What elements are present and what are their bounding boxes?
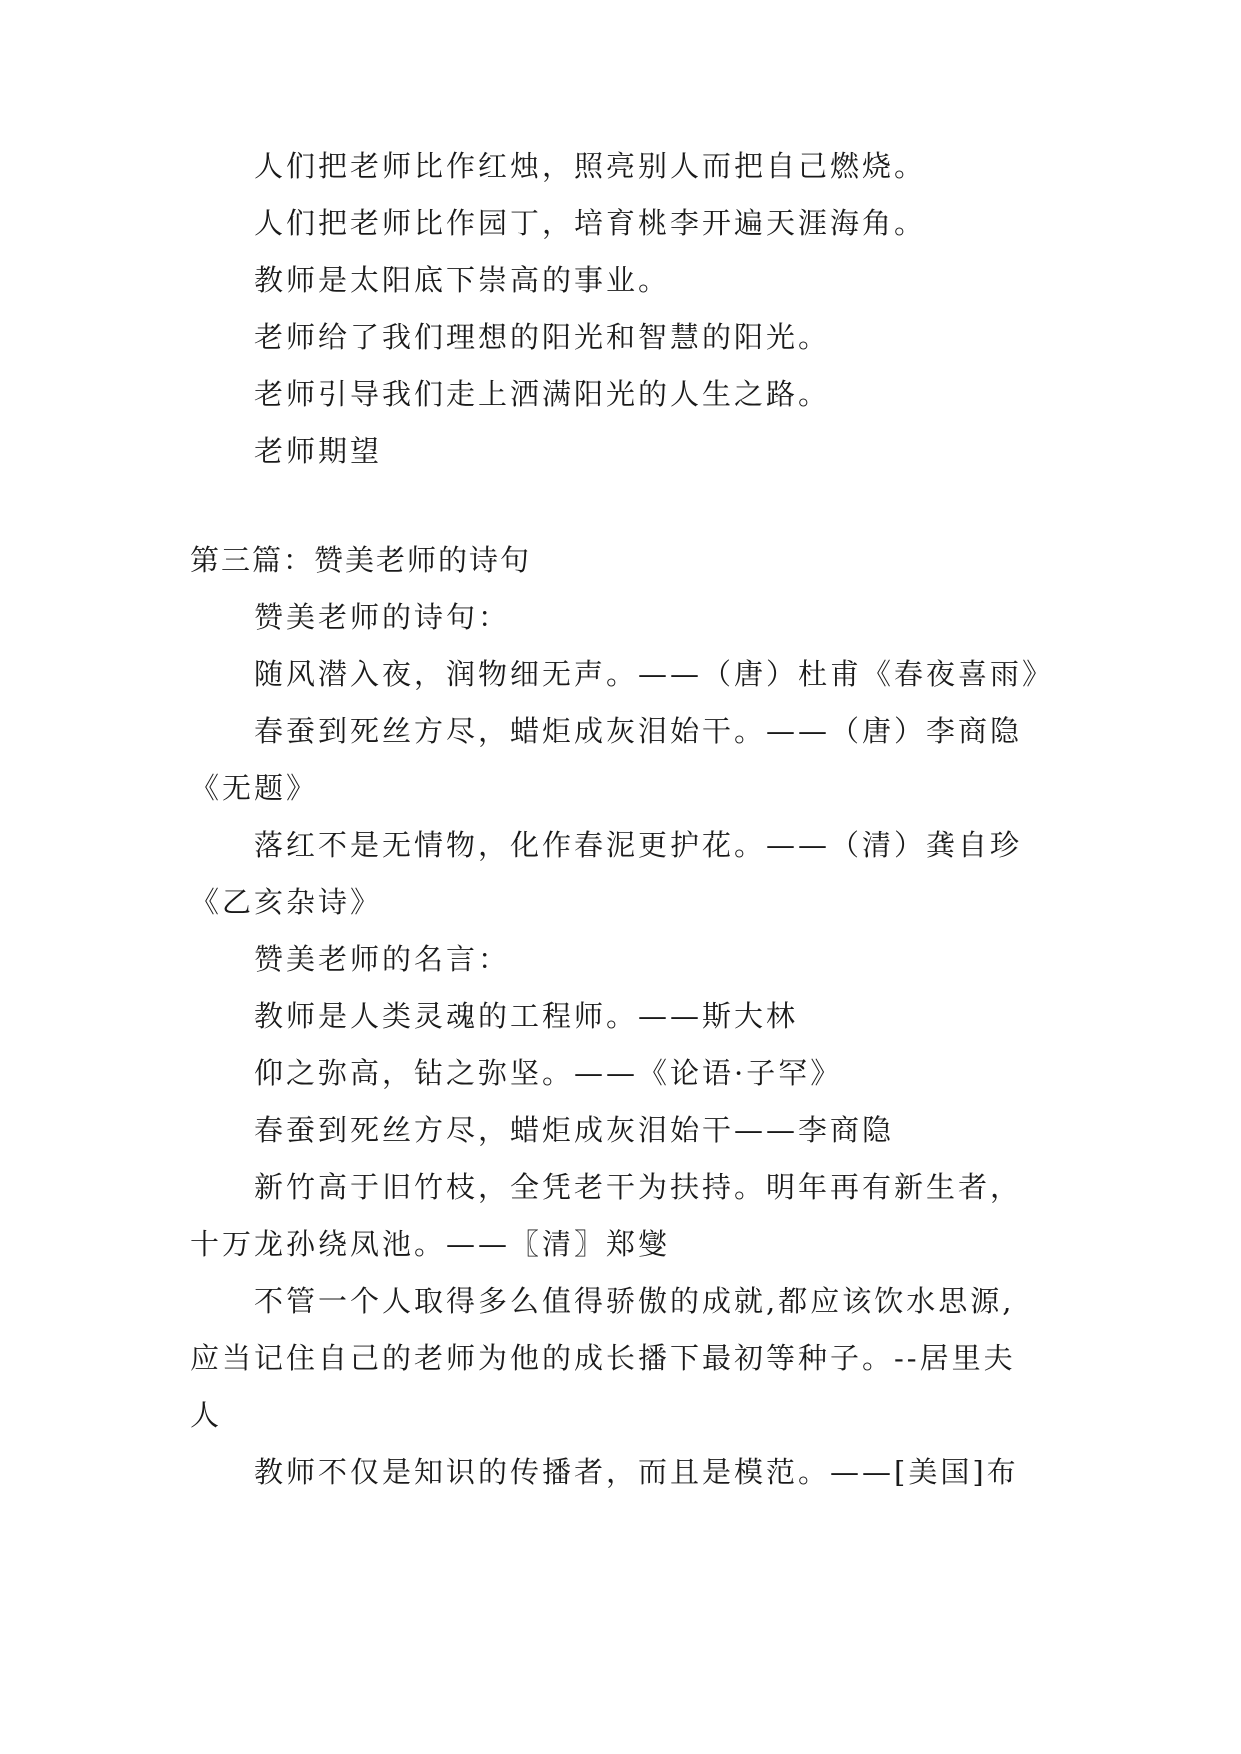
quote-line: 不管一个人取得多么值得骄傲的成就,都应该饮水思源,: [254, 1284, 1015, 1318]
poem-line: 随风潜入夜，润物细无声。——（唐）杜甫《春夜喜雨》: [254, 657, 1055, 691]
text-line: 人们把老师比作园丁，培育桃李开遍天涯海角。: [254, 206, 927, 240]
poem-line: 落红不是无情物，化作春泥更护花。——（清）龚自珍: [254, 828, 1023, 862]
quote-line-continued: 人: [190, 1398, 223, 1432]
quote-line: 教师不仅是知识的传播者，而且是模范。——[美国]布: [254, 1455, 1019, 1489]
subheading-quotes: 赞美老师的名言：: [254, 942, 511, 976]
quote-line-continued: 十万龙孙绕凤池。——〖清〗郑燮: [190, 1227, 671, 1261]
quote-line: 仰之弥高，钻之弥坚。——《论语·子罕》: [254, 1056, 843, 1090]
quote-line: 教师是人类灵魂的工程师。——斯大林: [254, 999, 799, 1033]
text-line: 人们把老师比作红烛，照亮别人而把自己燃烧。: [254, 149, 927, 183]
poem-line-continued: 《乙亥杂诗》: [190, 885, 383, 919]
text-line: 老师引导我们走上洒满阳光的人生之路。: [254, 377, 831, 411]
text-line: 老师期望: [254, 434, 383, 468]
subheading-poems: 赞美老师的诗句：: [254, 600, 511, 634]
quote-line: 春蚕到死丝方尽，蜡炬成灰泪始干——李商隐: [254, 1113, 895, 1147]
poem-line-continued: 《无题》: [190, 771, 319, 805]
poem-line: 春蚕到死丝方尽，蜡炬成灰泪始干。——（唐）李商隐: [254, 714, 1023, 748]
text-line: 老师给了我们理想的阳光和智慧的阳光。: [254, 320, 831, 354]
quote-line-continued: 应当记住自己的老师为他的成长播下最初等种子。--居里夫: [190, 1341, 1016, 1375]
text-line: 教师是太阳底下崇高的事业。: [254, 263, 671, 297]
section-heading: 第三篇：赞美老师的诗句: [190, 543, 532, 577]
quote-line: 新竹高于旧竹枝，全凭老干为扶持。明年再有新生者，: [254, 1170, 1023, 1204]
